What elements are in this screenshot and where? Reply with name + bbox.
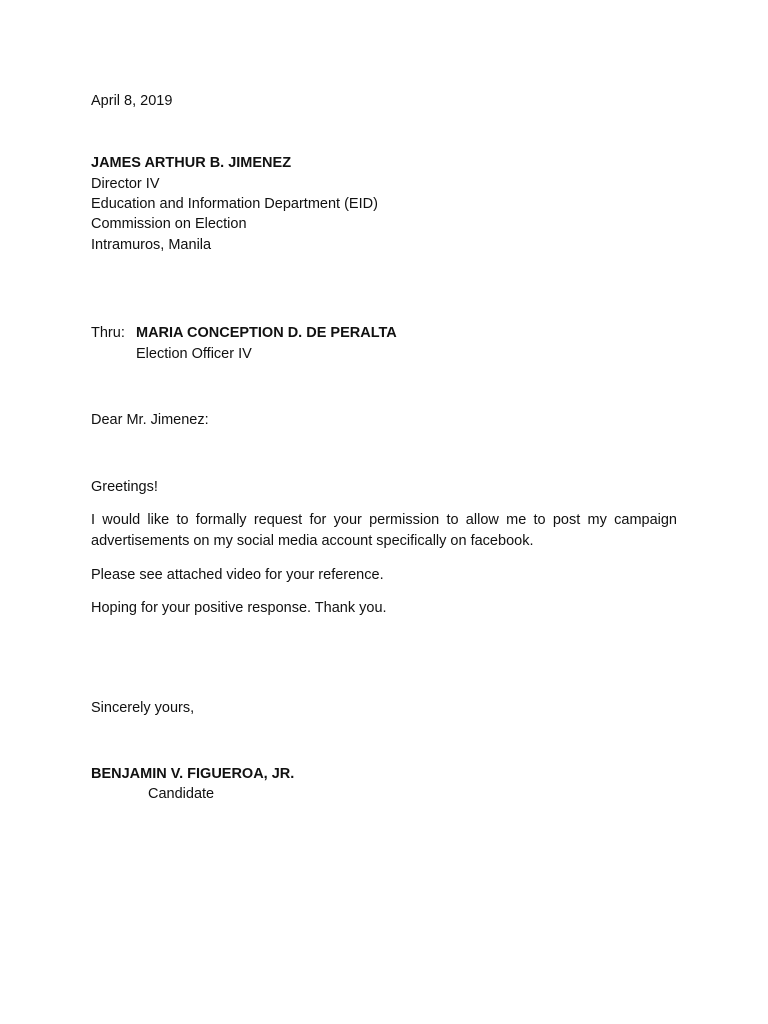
letter-date: April 8, 2019 <box>91 93 173 109</box>
recipient-title: Director IV <box>91 176 160 192</box>
body-paragraph-3: Hoping for your positive response. Thank you. <box>91 600 387 616</box>
sender-title: Candidate <box>148 786 215 802</box>
recipient-department: Education and Information Department (EID) <box>91 196 378 212</box>
body-paragraph-2: Please see attached video for your reference. <box>91 567 384 583</box>
thru-label: Thru: <box>91 325 125 341</box>
sender-name: BENJAMIN V. FIGUEROA, JR. <box>91 766 295 782</box>
recipient-name: JAMES ARTHUR B. JIMENEZ <box>91 155 292 171</box>
recipient-organization: Commission on Election <box>91 216 247 232</box>
thru-name: MARIA CONCEPTION D. DE PERALTA <box>136 325 397 341</box>
salutation: Dear Mr. Jimenez: <box>91 412 209 428</box>
thru-title: Election Officer IV <box>136 346 252 362</box>
recipient-address: Intramuros, Manila <box>91 237 212 253</box>
greeting: Greetings! <box>91 479 158 495</box>
body-paragraph-1: I would like to formally request for your permission to allow me to post my campaign advertisements on my social media account specifically on facebook. <box>91 512 677 549</box>
closing: Sincerely yours, <box>91 700 195 716</box>
